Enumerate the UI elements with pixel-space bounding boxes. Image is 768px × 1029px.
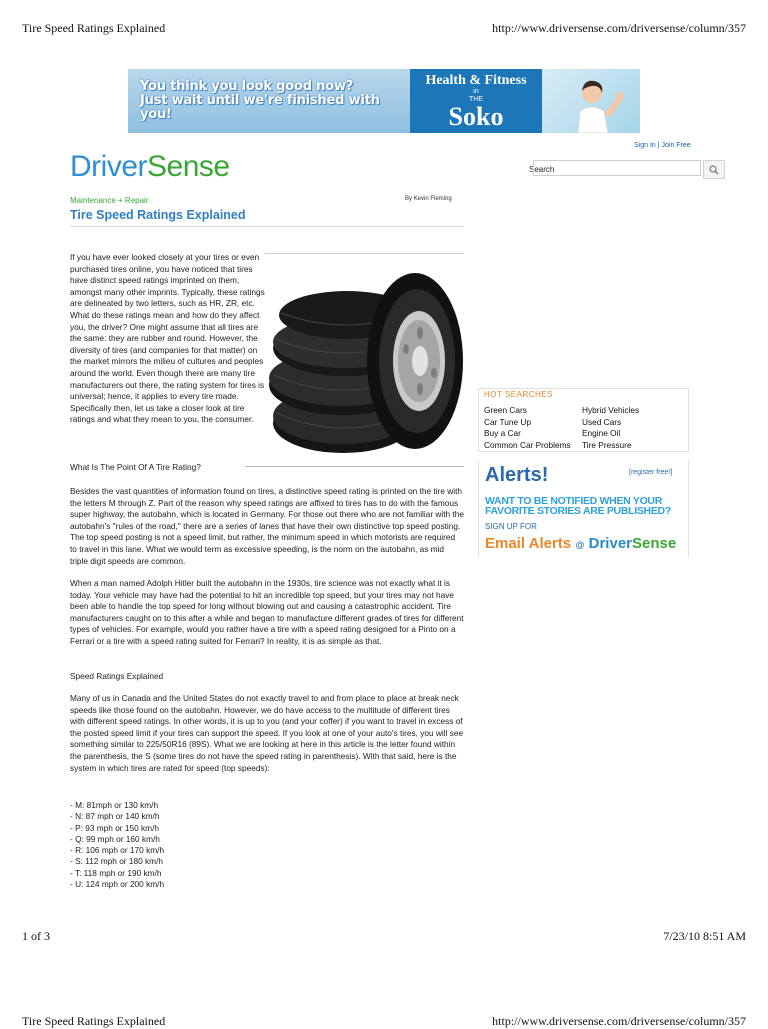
banner-ad[interactable]: [128, 69, 640, 133]
alerts-pitch-line-1: WANT TO BE NOTIFIED WHEN YOUR: [485, 495, 662, 507]
hot-search-link[interactable]: Car Tune Up: [484, 416, 532, 427]
logo-driver: Driver: [70, 150, 147, 183]
speed-ratings-list: [70, 800, 164, 890]
print-footer: [22, 929, 746, 944]
print-header-next-page: [22, 1014, 746, 1029]
hot-search-link[interactable]: Used Cars: [582, 416, 622, 427]
auth-separator: |: [655, 142, 662, 149]
hot-searches-box: [478, 388, 689, 452]
rating-item: - M: 81mph or 130 km/h: [70, 800, 159, 810]
email-alerts-text: Email Alerts: [485, 535, 572, 552]
search-input[interactable]: [533, 160, 701, 176]
alerts-pitch-line-2: FAVORITE STORIES ARE PUBLISHED?: [485, 505, 671, 517]
section-heading-speed-ratings: Speed Ratings Explained: [70, 671, 164, 681]
hot-search-link[interactable]: Hybrid Vehicles: [582, 405, 640, 415]
register-free-link[interactable]: [register free!]: [629, 469, 673, 476]
banner-the: THE: [469, 95, 483, 103]
hot-search-link[interactable]: Buy a Car: [484, 428, 521, 439]
at-symbol: @: [575, 540, 585, 550]
search-button[interactable]: [703, 160, 725, 179]
search-icon: [709, 165, 719, 175]
hot-search-link[interactable]: Common Car Problems: [484, 439, 571, 450]
hot-search-link[interactable]: Green Cars: [484, 405, 527, 415]
banner-tagline: [128, 69, 410, 133]
banner-soko-logo: [410, 69, 542, 133]
article-byline: By Kevin Fleming: [405, 196, 452, 202]
rating-item: - R: 106 mph or 170 km/h: [70, 845, 165, 856]
rating-item: - P: 93 mph or 150 km/h: [70, 822, 160, 833]
hot-search-link[interactable]: Engine Oil: [582, 428, 621, 439]
hot-searches-title: HOT SEARCHES: [484, 390, 553, 399]
print-datetime: 7/23/10 8:51 AM: [663, 929, 746, 943]
rating-item: - N: 87 mph or 140 km/h: [70, 811, 160, 822]
print-header-url: http://www.driversense.com/driversense/column/357: [492, 1014, 746, 1028]
alerts-brand-driver: Driver: [588, 535, 632, 552]
article-title: Tire Speed Ratings Explained: [70, 208, 246, 222]
title-divider: [70, 226, 464, 227]
search-label: Search: [529, 165, 555, 174]
join-free-link[interactable]: Join Free: [661, 142, 691, 149]
tire-stack-image: [265, 253, 465, 456]
section-divider: [245, 466, 464, 467]
hot-search-link[interactable]: Tire Pressure: [582, 439, 632, 450]
logo-sense: Sense: [147, 150, 230, 183]
banner-soko: Soko: [448, 101, 504, 131]
print-header: [22, 21, 746, 36]
hot-searches-list: [484, 405, 682, 451]
page-number: 1 of 3: [22, 929, 50, 943]
banner-health-fitness: Health & Fitness: [425, 72, 527, 88]
paragraph-history: When a man named Adolph Hitler built the autobahn in the 1930s, tire science was not exactly what it is today. Your vehicle may have had the potential to hit an incredible top speed, but your tires may not have been able to handle the top speed for long without blowing out and causing a catastrophic accident. Tire manufacturers caught on to this after a while and began to manufacture different grades of tires for different types of vehicles. For example, would you rather have a tire with a speed rating designed for a Pinto on a Ferrari or a tire with a speed rating suited for Ferrari? In reality, it is as simple as that.: [70, 578, 464, 646]
rating-item: - Q: 99 mph or 160 km/h: [70, 833, 160, 844]
rating-item: - U: 124 mph or 200 km/h: [70, 879, 165, 890]
alerts-signup-text: SIGN UP FOR: [485, 522, 537, 531]
alerts-pitch: [485, 496, 671, 516]
sign-in-link[interactable]: Sign In: [634, 142, 656, 149]
rating-item: - T: 118 mph or 190 km/h: [70, 867, 162, 878]
banner-line-1: You think you look good now?: [140, 79, 354, 94]
auth-links: [634, 142, 691, 149]
alerts-title: Alerts!: [485, 464, 549, 486]
rating-item: - S: 112 mph or 180 km/h: [70, 856, 163, 867]
email-alerts-promo[interactable]: [478, 460, 689, 557]
print-header-url: http://www.driversense.com/driversense/column/357: [492, 21, 746, 35]
article-intro: If you have ever looked closely at your tires or even purchased tires online, you have noticed that tires have distinct speed ratings imprinted on them, amongst many other imprints. Typically, these ratings are delineated by two letters, such as HR, ZR, etc. What do these ratings mean and how do they affect you, the driver? One might assume that all tires are the same: they are rubber and round. However, the diversity of tires (and companies for that matter) on the market mirrors the milieu of cultures and peoples around the world. Even though there are many tire manufacturers out there, the rating system for tires is universal; hence, it applies to every tire made. Specifically then, let us take a closer look at tire ratings and what they mean to you, the consumer.: [70, 252, 265, 425]
standing-tire: [367, 273, 463, 449]
article-category-link[interactable]: Maintenance + Repair: [70, 196, 149, 205]
paragraph-speed-ratings: Many of us in Canada and the United States do not exactly travel to and from place to place at break neck speeds like those found on the autobahn. However, we do have access to the multitude of different tires with different speed ratings. In other words, it is up to you (and your coffer) if you want to travel in excess of the posted speed limit if your tires can support the speed. If you look at one of your auto's tires, you will see something similar to 225/50R16 (89S). What we are looking at here in this article is the letter found within the parenthesis, the S (some tires do not have the speed rating in parenthesis). With that said, here is the system in which tires are rated for speed (top speeds):: [70, 693, 464, 773]
alerts-brand-sense: Sense: [632, 535, 677, 552]
alerts-brand: [589, 535, 677, 552]
print-header-title: Tire Speed Ratings Explained: [22, 1014, 166, 1028]
banner-photo: [542, 69, 640, 133]
alerts-email-heading: [485, 535, 676, 552]
person-illustration: [570, 77, 630, 133]
section-heading-tire-rating: What Is The Point Of A Tire Rating?: [70, 462, 201, 472]
paragraph-autobahn: Besides the vast quantities of information found on tires, a distinctive speed rating is printed on the tire with the letters M through Z. Part of the reason why speed ratings are affixed to tires has to do with the famous super highway, the autobahn, which is located in Germany. For those out there who are not familiar with the autobahn's "rules of the road," there are a series of lanes that have their own distinctive top speed posting. The top speed posting is not a speed limit, but rather, the minimum speed in which motorists are required to travel in this lane. What we would term as excessive speeding, is the norm on the autobahn, as mid triple digit speeds are common.: [70, 486, 465, 566]
print-header-title: Tire Speed Ratings Explained: [22, 21, 166, 35]
site-logo[interactable]: [70, 150, 230, 184]
banner-line-2: Just wait until we're finished with you!: [140, 93, 380, 122]
banner-in: in: [473, 87, 479, 95]
